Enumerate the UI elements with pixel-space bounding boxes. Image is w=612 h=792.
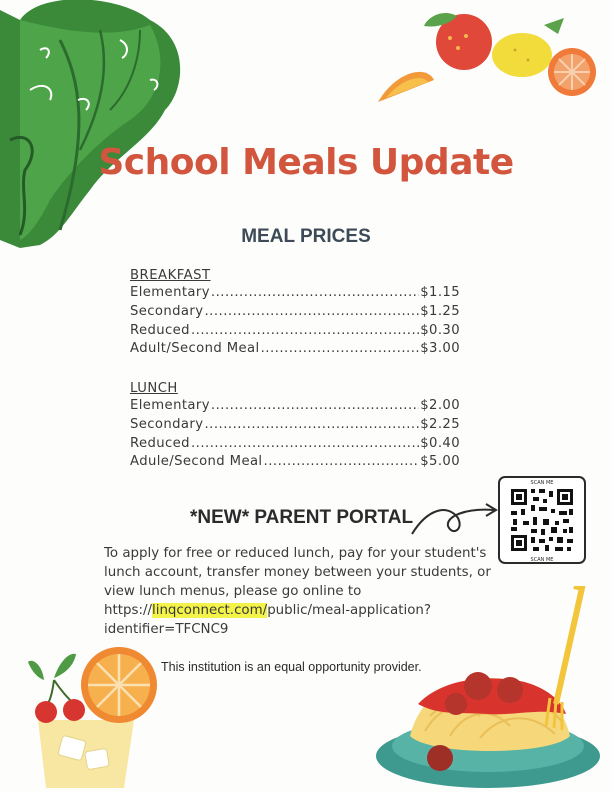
parent-portal-heading: *NEW* PARENT PORTAL (190, 507, 414, 528)
price-row: Elementary ..... $1.15 (130, 285, 460, 304)
arrow-icon (408, 500, 500, 540)
lunch-section (130, 381, 460, 473)
lunch-heading: LUNCH (130, 381, 178, 396)
qr-label-bottom: SCAN ME (530, 557, 554, 563)
price-row: Reduced ..... $0.30 (130, 323, 460, 342)
price-row: Adule/Second Meal ..... $5.00 (130, 454, 460, 473)
price-row: Adult/Second Meal ..... $3.00 (130, 341, 460, 360)
lettuce-illustration (0, 0, 200, 250)
meal-prices-heading: MEAL PRICES (241, 226, 371, 247)
qr-code-graphic (497, 475, 587, 565)
spaghetti-illustration (370, 586, 602, 788)
portal-instructions: To apply for free or reduced lunch, pay for your student's lunch account, transfer money between your students, or view lunch menus, please go online to https://linqconnect.com/public/meal-application?identifier=TFCNC9 (104, 546, 491, 637)
fruit-illustration (372, 10, 608, 120)
page-title: School Meals Update (98, 142, 514, 183)
drink-illustration (24, 640, 164, 788)
price-row: Elementary ..... $2.00 (130, 398, 460, 417)
qr-code[interactable] (497, 475, 587, 565)
equal-opportunity-statement: This institution is an equal opportunity provider. (161, 660, 422, 674)
price-row: Secondary ..... $2.25 (130, 417, 460, 436)
price-row: Secondary ..... $1.25 (130, 304, 460, 323)
breakfast-heading: BREAKFAST (130, 268, 211, 283)
price-row: Reduced ..... $0.40 (130, 436, 460, 455)
qr-label-top: SCAN ME (530, 480, 554, 486)
portal-link-highlight[interactable]: linqconnect.com/ (152, 603, 268, 618)
breakfast-section (130, 268, 460, 360)
